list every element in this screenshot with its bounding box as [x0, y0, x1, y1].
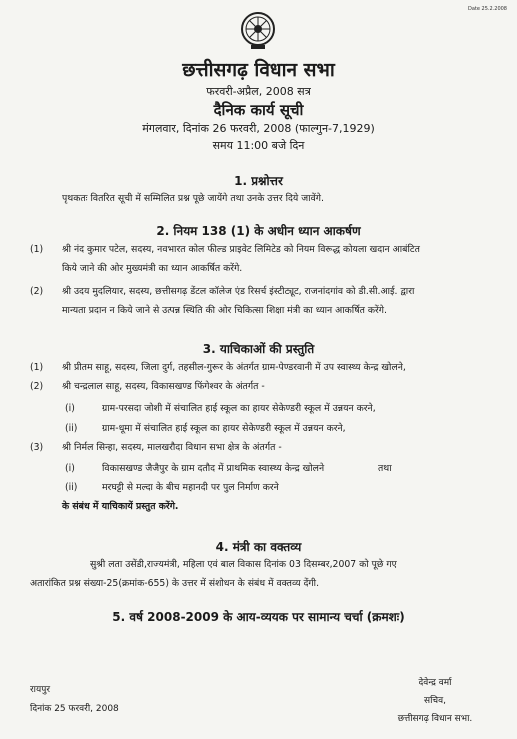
- footer-place: रायपुर: [30, 685, 51, 695]
- section-1-heading: 1. प्रश्नोत्तर: [234, 174, 283, 188]
- date-line: मंगलवार, दिनांक 26 फरवरी, 2008 (फाल्गुन-7,1929): [142, 122, 375, 135]
- s3-sub-3-tail: तथा: [378, 463, 392, 474]
- s3-item-3-text: श्री निर्मल सिन्हा, सदस्य, मालखरौदा विधान सभा क्षेत्र के अंतर्गत -: [62, 442, 282, 453]
- s3-sub-1-number: (i): [65, 403, 75, 414]
- s3-sub-3-text: विकासखण्ड जैजैपुर के ग्राम दतौद में प्राथमिक स्वास्थ्य केन्द्र खोलने: [102, 463, 325, 474]
- s2-item-1-line-1: श्री नंद कुमार पटेल, सदस्य, नवभारत कोल फील्ड प्राइवेट लिमिटेड को नियम विरूद्ध कोयला खदान आबंटित: [62, 244, 420, 255]
- s2-item-1-line-2: किये जाने की ओर मुख्यमंत्री का ध्यान आकर्षित करेंगे.: [62, 263, 243, 274]
- s3-sub-3-number: (i): [65, 463, 75, 474]
- section-4-line-1: सुश्री लता उसेंडी,राज्यमंत्री, महिला एवं बाल विकास दिनांक 03 दिसम्बर,2007 को पूछे गए: [90, 559, 397, 570]
- agenda-title: दैनिक कार्य सूची: [213, 101, 304, 119]
- s3-sub-2-text: ग्राम-धूमा में संचालित हाई स्कूल का हायर सेकेण्डरी स्कूल में उन्नयन करने,: [102, 423, 346, 434]
- s3-sub-4-number: (ii): [65, 482, 78, 493]
- footer-date: दिनांक 25 फरवरी, 2008: [30, 704, 119, 714]
- section-4-heading: 4. मंत्री का वक्तव्य: [215, 540, 302, 554]
- s3-item-2-text: श्री चन्द्रलाल साहू, सदस्य, विकासखण्ड फिंगेश्वर के अंतर्गत -: [62, 381, 265, 392]
- time-line: समय 11:00 बजे दिन: [212, 139, 305, 152]
- top-date: Date 25.2.2008: [468, 6, 507, 12]
- s3-item-2-number: (2): [30, 381, 44, 392]
- s2-item-2-line-1: श्री उदय मुदलियार, सदस्य, छत्तीसगढ़ डेंटल कॉलेज एंड रिसर्च इंस्टीट्यूट, राजनांदगांव को डी.सी.आई. द्वारा: [62, 286, 415, 297]
- s3-sub-4-text: मरघट्टी से मल्दा के बीच महानदी पर पुल निर्माण करने: [102, 482, 279, 493]
- section-1-text: पृथकतः वितरित सूची में सम्मिलित प्रश्न पूछे जायेंगे तथा उनके उत्तर दिये जावेंगे.: [62, 193, 324, 204]
- s3-sub-2-number: (ii): [65, 423, 78, 434]
- session-line: फरवरी-अप्रैल, 2008 सत्र: [206, 85, 311, 98]
- assembly-emblem-icon: [239, 10, 277, 50]
- section-3-heading: 3. याचिकाओं की प्रस्तुति: [202, 342, 315, 356]
- section-2-heading: 2. नियम 138 (1) के अधीन ध्यान आकर्षण: [156, 224, 361, 238]
- s2-item-1-number: (1): [30, 244, 44, 255]
- section-4-line-2: अतारांकित प्रश्न संख्या-25(क्रमांक-655) के उत्तर में संशोधन के संबंध में वक्तव्य देंगी.: [30, 578, 320, 589]
- section-5-heading: 5. वर्ष 2008-2009 के आय-व्ययक पर सामान्य चर्चा (क्रमशः): [112, 610, 405, 624]
- s2-item-2-number: (2): [30, 286, 44, 297]
- assembly-title: छत्तीसगढ़ विधान सभा: [182, 59, 335, 81]
- signatory-designation: सचिव,: [424, 696, 446, 706]
- s3-sub-1-text: ग्राम-परसदा जोशी में संचालित हाई स्कूल का हायर सेकेण्डरी स्कूल में उन्नयन करने,: [102, 403, 376, 414]
- s3-closing: के संबंध में याचिकायें प्रस्तुत करेंगे.: [62, 501, 179, 512]
- s3-item-1-number: (1): [30, 362, 44, 373]
- signatory-org: छत्तीसगढ़ विधान सभा.: [397, 714, 473, 724]
- s3-item-3-number: (3): [30, 442, 44, 453]
- s2-item-2-line-2: मान्यता प्रदान न किये जाने से उत्पन्न स्थिति की ओर चिकित्सा शिक्षा मंत्री का ध्यान आकर्षित करेंगे.: [62, 305, 387, 316]
- signatory-name: देवेन्द्र वर्मा: [418, 678, 452, 688]
- s3-item-1-text: श्री प्रीतम साहू, सदस्य, जिला दुर्ग, तहसील-गुरूर के अंतर्गत ग्राम-पेण्डरवानी में उप स्वास्थ्य केन्द्र खोलने,: [62, 362, 406, 373]
